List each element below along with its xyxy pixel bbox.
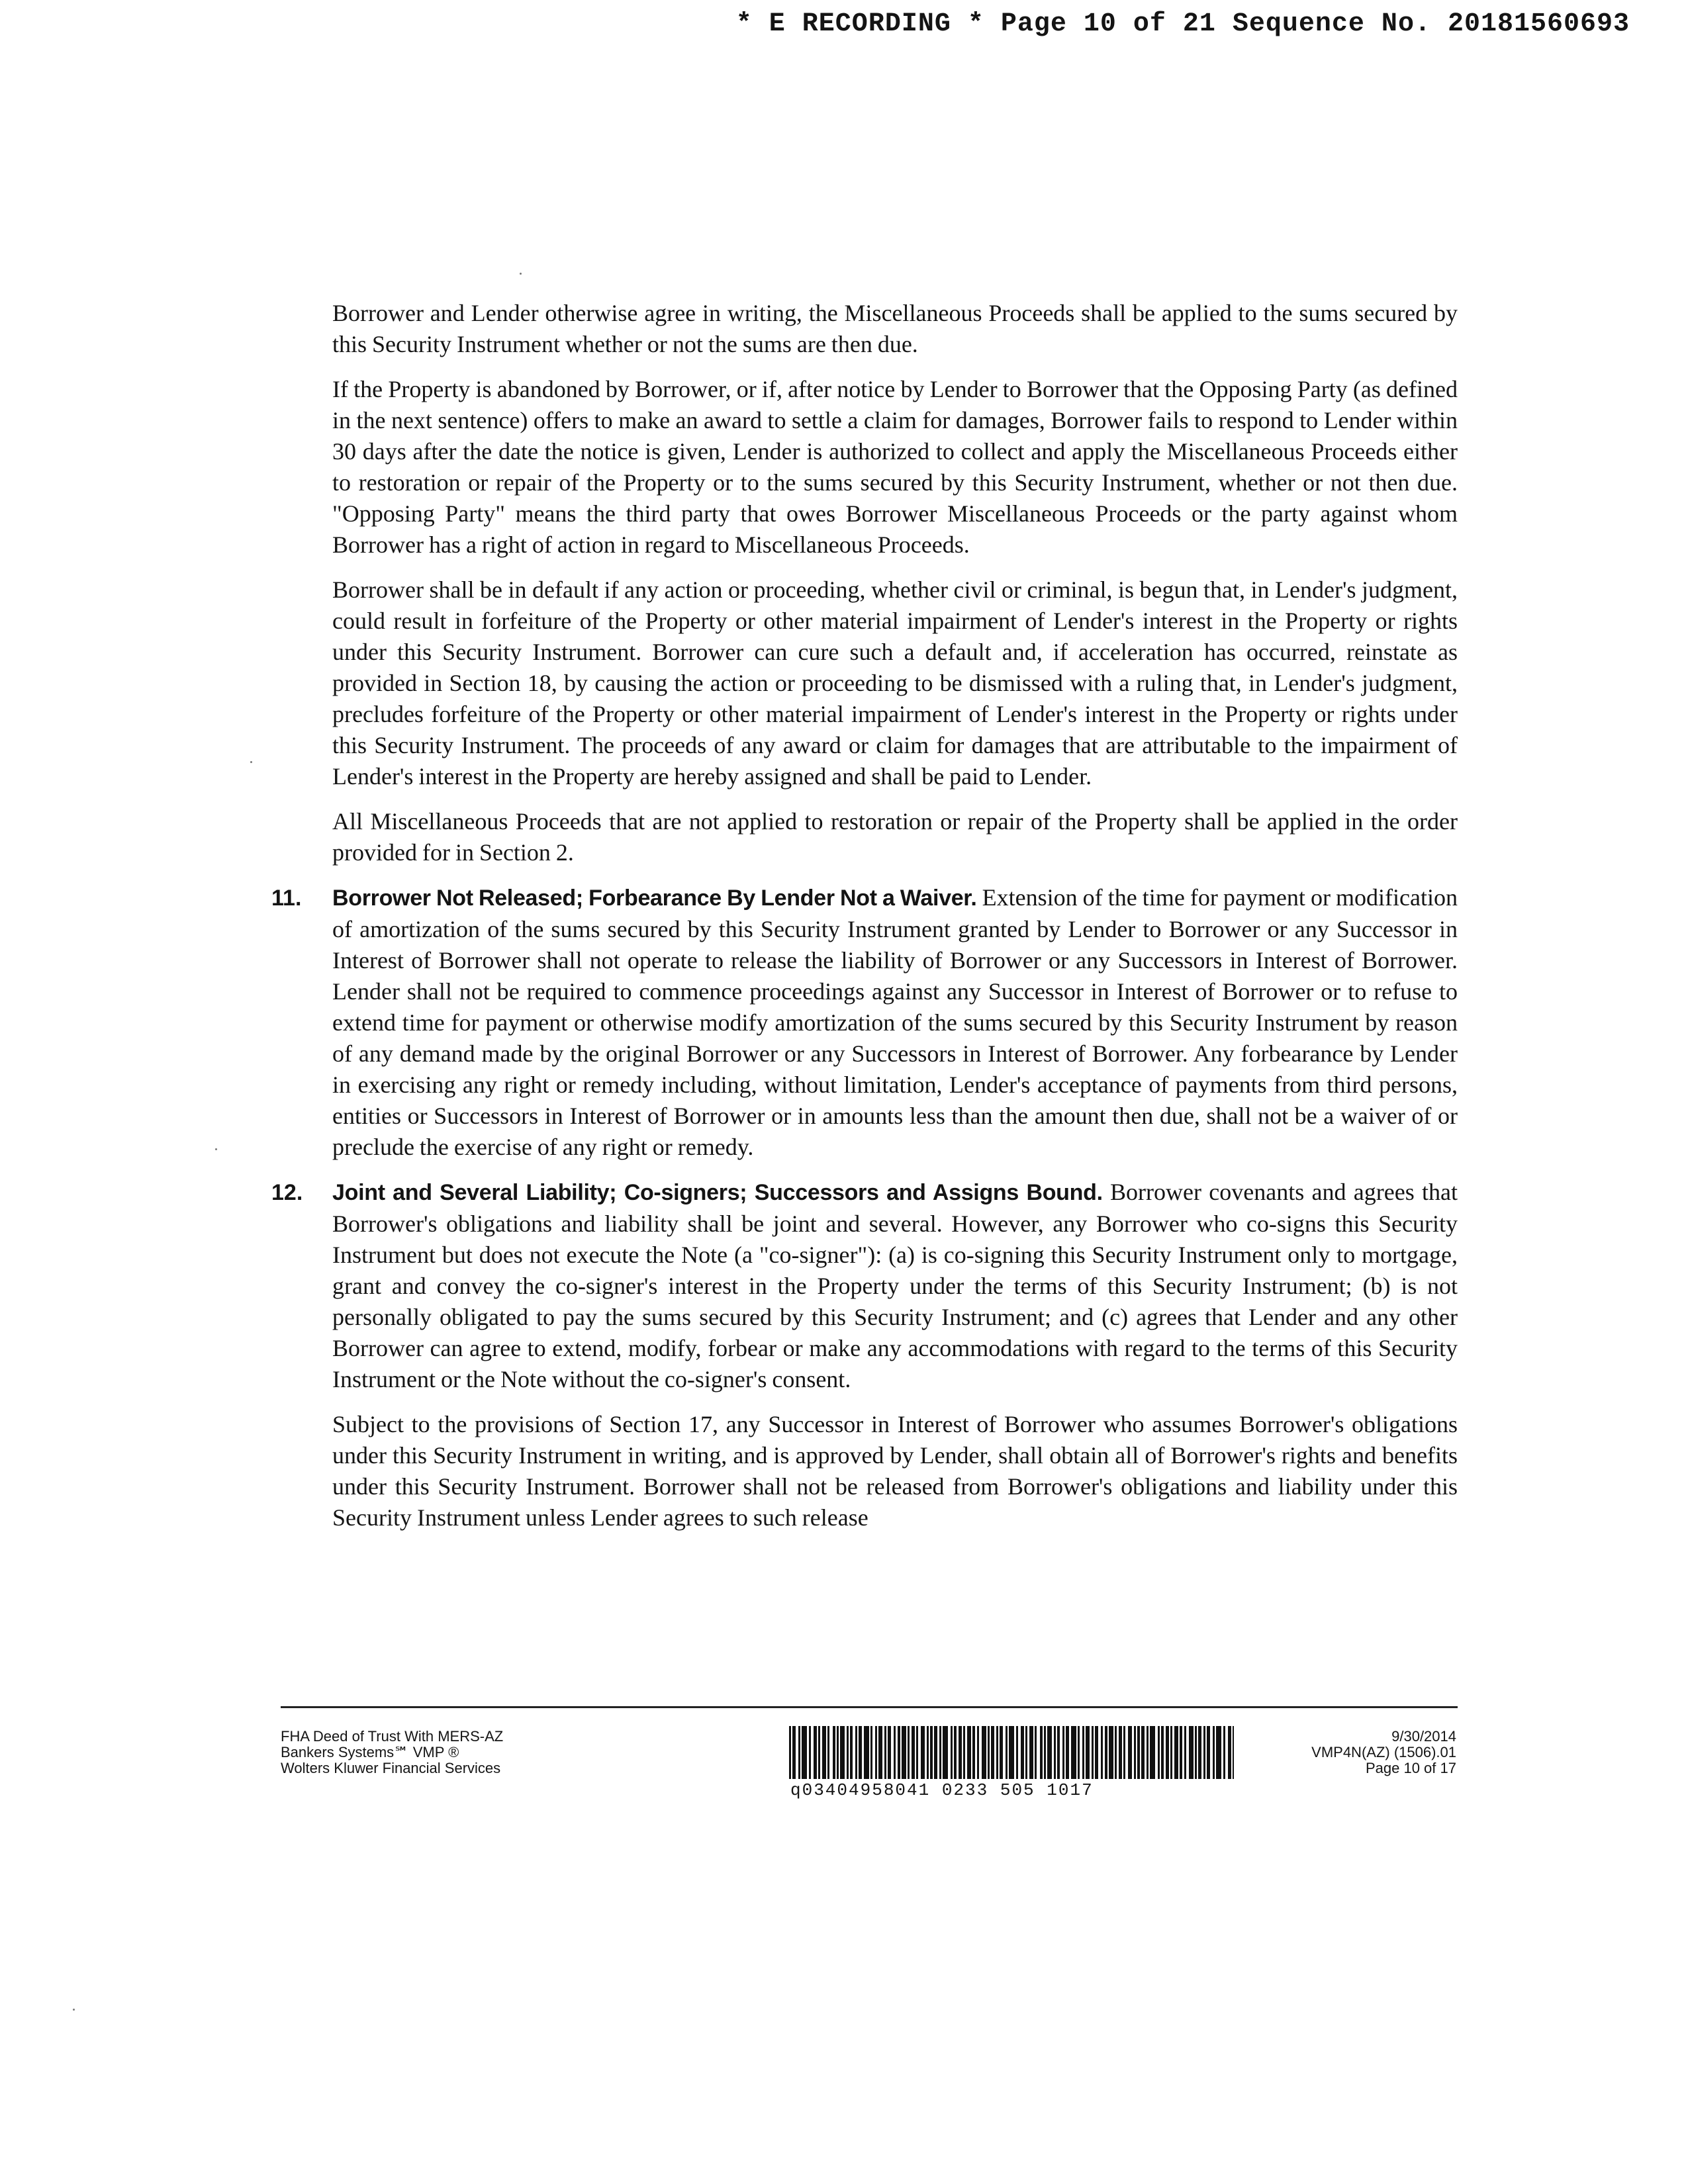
paragraph-all-misc-proceeds: All Miscellaneous Proceeds that are not applied to restoration or repair of the Property shall be applied in the order provided for in Section 2. [332,808,1458,866]
footer-page-number: Page 10 of 17 [1365,1760,1456,1776]
barcode-bar [840,1726,845,1779]
barcode-bar [982,1726,986,1779]
footer-form-info [281,1729,503,1776]
paragraph-property-abandoned: If the Property is abandoned by Borrower, or if, after notice by Lender to Borrower that the Opposing Party (as defined in the next sentence) offers to make an award to settle a claim for damages, Borrower fails to respond to Lender within 30 days after the date the notice is given, Lender is authorized to collect and apply the Miscellaneous Proceeds either to restoration or repair of the Property or to the sums secured by this Security Instrument, whether or not then due. "Opposing Party" means the third party that owes Borrower Miscellaneous Proceeds or the party against whom Borrower has a right of action in regard to Miscellaneous Proceeds. [332,376,1458,558]
barcode-bar [1009,1726,1014,1779]
paragraph-borrower-default: Borrower shall be in default if any action or proceeding, whether civil or criminal, is begun that, in Lender's judgment, could result in forfeiture of the Property or other material impairment of Lender's interest in the Property or rights under this Security Instrument. Borrower can cure such a default and, if acceleration has occurred, reinstate as provided in Section 18, by causing the action or proceeding to be dismissed with a ruling that, in Lender's judgment, precludes forfeiture of the Property or other material impairment of Lender's interest in the Property or rights under this Security Instrument. The proceeds of any award or claim for damages that are attributable to the impairment of Lender's interest in the Property are hereby assigned and shall be paid to Lender. [332,576,1458,790]
footer-divider [281,1706,1458,1708]
barcode-bar [864,1726,869,1779]
barcode-bar [1071,1726,1076,1779]
barcode-bar [1150,1726,1155,1779]
scan-speck [215,1148,217,1150]
section-11-title: Borrower Not Released; Forbearance By Lender Not a Waiver. [332,886,977,911]
paragraph-continued: Borrower and Lender otherwise agree in writing, the Miscellaneous Proceeds shall be applied to the sums secured by this Security Instrument whether or not the sums are then due. [332,300,1458,357]
barcode [789,1726,1234,1779]
barcode-bar [902,1726,906,1779]
footer-form-meta [1311,1729,1456,1776]
section-12-title: Joint and Several Liability; Co-signers; Successors and Assigns Bound. [332,1180,1103,1205]
scan-speck [73,2009,75,2011]
barcode-number: q03404958041 0233 505 1017 [790,1780,1094,1800]
barcode-bar [1216,1726,1221,1779]
barcode-bar [1189,1726,1194,1779]
footer-publisher: Bankers Systems℠ VMP ® [281,1744,459,1760]
footer-form-code: VMP4N(AZ) (1506).01 [1311,1744,1456,1760]
footer-form-name: FHA Deed of Trust With MERS-AZ [281,1728,504,1745]
barcode-bar [802,1726,807,1779]
footer-company: Wolters Kluwer Financial Services [281,1760,501,1776]
document-body [271,298,1458,1547]
paragraph-successor-in-interest: Subject to the provisions of Section 17, any Successor in Interest of Borrower who assumes Borrower's obligations under this Security Instrument in writing, and is approved by Lender, shall obtain all of Borrower's rights and benefits under this Security Instrument. Borrower shall not be released from Borrower's obligations and liability under this Security Instrument unless Lender agrees to such release [332,1411,1458,1531]
footer-date: 9/30/2014 [1391,1728,1456,1745]
section-11-number: 11. [271,886,302,911]
section-11-text: Extension of the time for payment or modification of amortization of the sums secured by this Security Instrument granted by Lender to Borrower or any Successor in Interest of Borrower shall not operate to release the liability of Borrower or any Successors in Interest of Borrower. Lender shall not be required to commence proceedings against any Successor in Interest of Borrower or to refuse to extend time for payment or otherwise modify amortization of the sums secured by this Security Instrument by reason of any demand made by the original Borrower or any Successors in Interest of Borrower. Any forbearance by Lender in exercising any right or remedy including, without limitation, Lender's acceptance of payments from third persons, entities or Successors in Interest of Borrower or in amounts less than the amount then due, shall not be a waiver of or preclude the exercise of any right or remedy. [332,884,1458,1160]
section-12-number: 12. [271,1180,303,1205]
section-12 [271,1177,1458,1395]
scan-speck [250,761,252,763]
recording-header: * E RECORDING * Page 10 of 21 Sequence No. 20181560693 [735,9,1630,39]
barcode-bar [1233,1726,1234,1779]
scan-speck [520,273,522,275]
section-11 [271,882,1458,1163]
section-12-text: Borrower covenants and agrees that Borrower's obligations and liability shall be joint and several. However, any Borrower who co-signs this Security Instrument but does not execute the Note (a "co-signer"): (a) is co-signing this Security Instrument only to mortgage, grant and convey the co-signer's interest in the Property under the terms of this Security Instrument; (b) is not personally obligated to pay the sums secured by this Security Instrument; and (c) agrees that Lender and any other Borrower can agree to extend, modify, forbear or make any accommodations with regard to the terms of this Security Instrument or the Note without the co-signer's consent. [332,1179,1458,1392]
barcode-bar [1047,1726,1052,1779]
barcode-bar [1109,1726,1113,1779]
barcode-bar [943,1726,948,1779]
